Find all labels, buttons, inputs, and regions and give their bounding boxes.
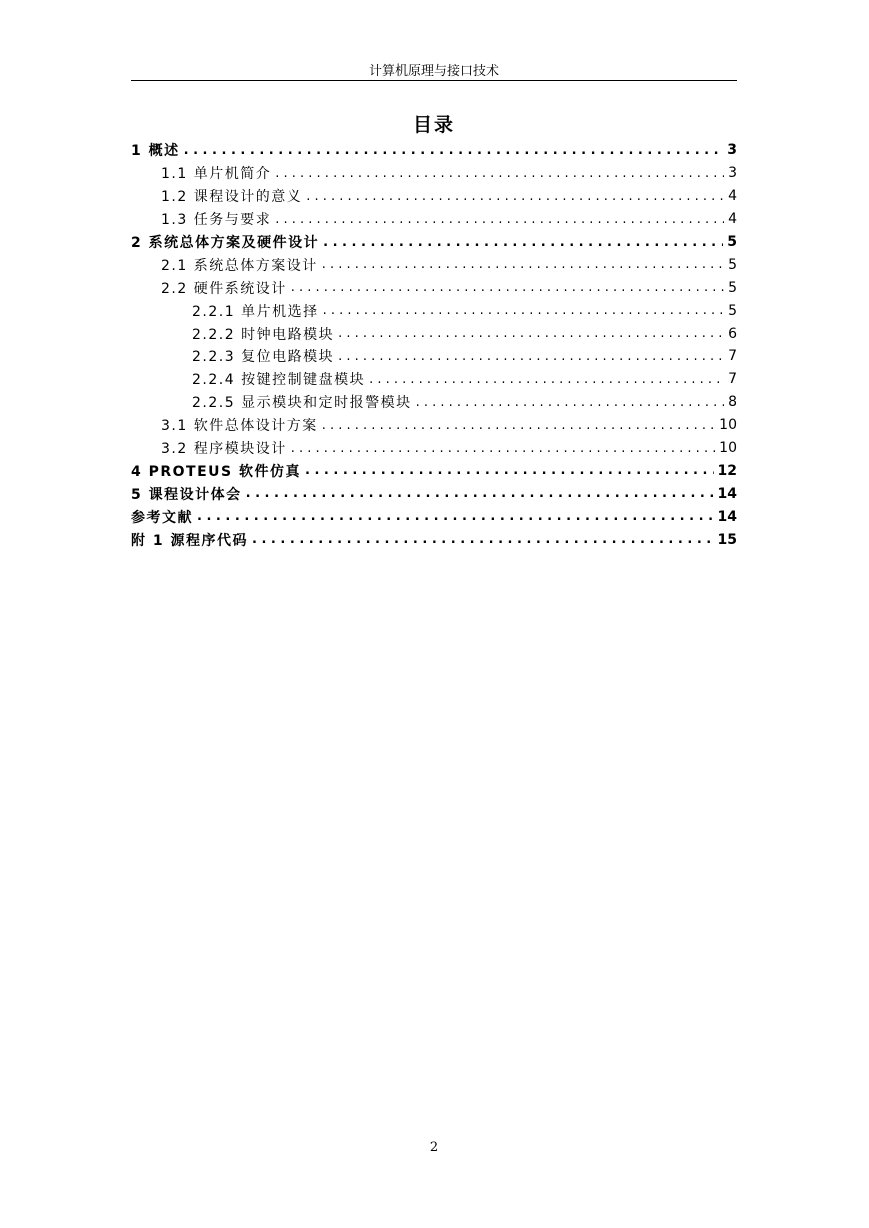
toc-entry[interactable] (131, 368, 737, 391)
toc-entry-label: 5 课程设计体会 (131, 486, 242, 503)
toc-entry[interactable] (131, 208, 737, 231)
toc-entry[interactable] (131, 459, 737, 482)
toc-leader-dots (323, 303, 725, 318)
toc-entry-page: 5 (728, 302, 737, 319)
toc-leader-dots (322, 418, 715, 433)
toc-entry-label: 参考文献 (131, 509, 193, 526)
toc-entry[interactable] (131, 276, 737, 299)
toc-leader-dots (323, 235, 723, 250)
toc-leader-dots (338, 349, 724, 364)
toc-entry-label: 1.1 单片机简介 (161, 166, 272, 183)
toc-entry[interactable] (131, 231, 737, 254)
toc-entry-label: 2.2.3 复位电路模块 (192, 349, 335, 366)
toc-entry-page: 5 (728, 279, 737, 296)
toc-leader-dots (306, 189, 724, 204)
toc-entry[interactable] (131, 505, 737, 528)
toc-leader-dots (252, 532, 714, 547)
toc-entry-label: 附 1 源程序代码 (131, 532, 248, 549)
toc-entry[interactable] (131, 139, 737, 162)
toc-entry-label: 2.2.1 单片机选择 (192, 303, 319, 320)
toc-entry-page: 7 (728, 348, 737, 365)
toc-entry[interactable] (131, 391, 737, 414)
toc-entry-page: 14 (717, 485, 737, 502)
running-header: 计算机原理与接口技术 (368, 64, 499, 79)
toc-entry-page: 12 (717, 462, 737, 479)
toc-entry-label: 2.2.5 显示模块和定时报警模块 (192, 395, 412, 412)
toc-leader-dots (305, 463, 714, 478)
toc-entry[interactable] (131, 482, 737, 505)
toc-entry-page: 5 (727, 234, 737, 250)
toc-entry-label: 2.1 系统总体方案设计 (161, 257, 318, 274)
toc-entry-label: 2.2.4 按键控制键盘模块 (192, 372, 366, 389)
toc-entry-page: 10 (719, 440, 737, 457)
toc-entry[interactable] (131, 253, 737, 276)
toc-entry-page: 6 (728, 325, 737, 342)
toc-entry-page: 4 (728, 211, 737, 228)
toc-leader-dots (275, 166, 724, 181)
toc-entry-label: 2.2.2 时钟电路模块 (192, 326, 335, 343)
toc-entry-page: 10 (719, 417, 737, 434)
toc-entry[interactable] (131, 299, 737, 322)
toc-entry-label: 4 PROTEUS 软件仿真 (131, 463, 301, 480)
toc-leader-dots (416, 395, 725, 410)
toc-leader-dots (275, 212, 724, 227)
toc-entry-page: 8 (728, 394, 737, 411)
toc-entry[interactable] (131, 528, 737, 551)
toc-entry-page: 3 (727, 142, 737, 159)
toc-leader-dots (197, 509, 714, 524)
toc-leader-dots (184, 143, 724, 158)
header-rule (131, 80, 737, 81)
toc-entry-label: 3.2 程序模块设计 (161, 441, 287, 458)
toc-leader-dots (322, 257, 724, 272)
toc-entry[interactable] (131, 345, 737, 368)
toc-entry-page: 14 (717, 508, 737, 525)
toc-leader-dots (291, 441, 715, 456)
toc-entry-page: 7 (728, 371, 737, 388)
toc-entry-label: 3.1 软件总体设计方案 (161, 418, 318, 435)
table-of-contents (131, 139, 737, 551)
toc-entry-label: 2 系统总体方案及硬件设计 (131, 235, 320, 251)
toc-entry-label: 1.2 课程设计的意义 (161, 189, 303, 206)
toc-entry[interactable] (131, 322, 737, 345)
toc-entry-page: 3 (728, 165, 737, 182)
toc-entry-label: 2.2 硬件系统设计 (161, 280, 287, 297)
toc-leader-dots (338, 326, 724, 341)
toc-leader-dots (369, 372, 724, 387)
toc-entry[interactable] (131, 414, 737, 437)
toc-leader-dots (246, 486, 714, 501)
toc-entry-page: 4 (728, 188, 737, 205)
toc-leader-dots (291, 280, 724, 295)
toc-entry[interactable] (131, 185, 737, 208)
toc-entry[interactable] (131, 437, 737, 460)
toc-entry-label: 1.3 任务与要求 (161, 212, 272, 229)
toc-entry-page: 5 (728, 256, 737, 273)
toc-entry-label: 1 概述 (131, 143, 180, 160)
toc-title: 目录 (412, 114, 455, 136)
toc-entry-page: 15 (717, 531, 737, 548)
page-number: 2 (429, 1140, 439, 1155)
toc-entry[interactable] (131, 162, 737, 185)
